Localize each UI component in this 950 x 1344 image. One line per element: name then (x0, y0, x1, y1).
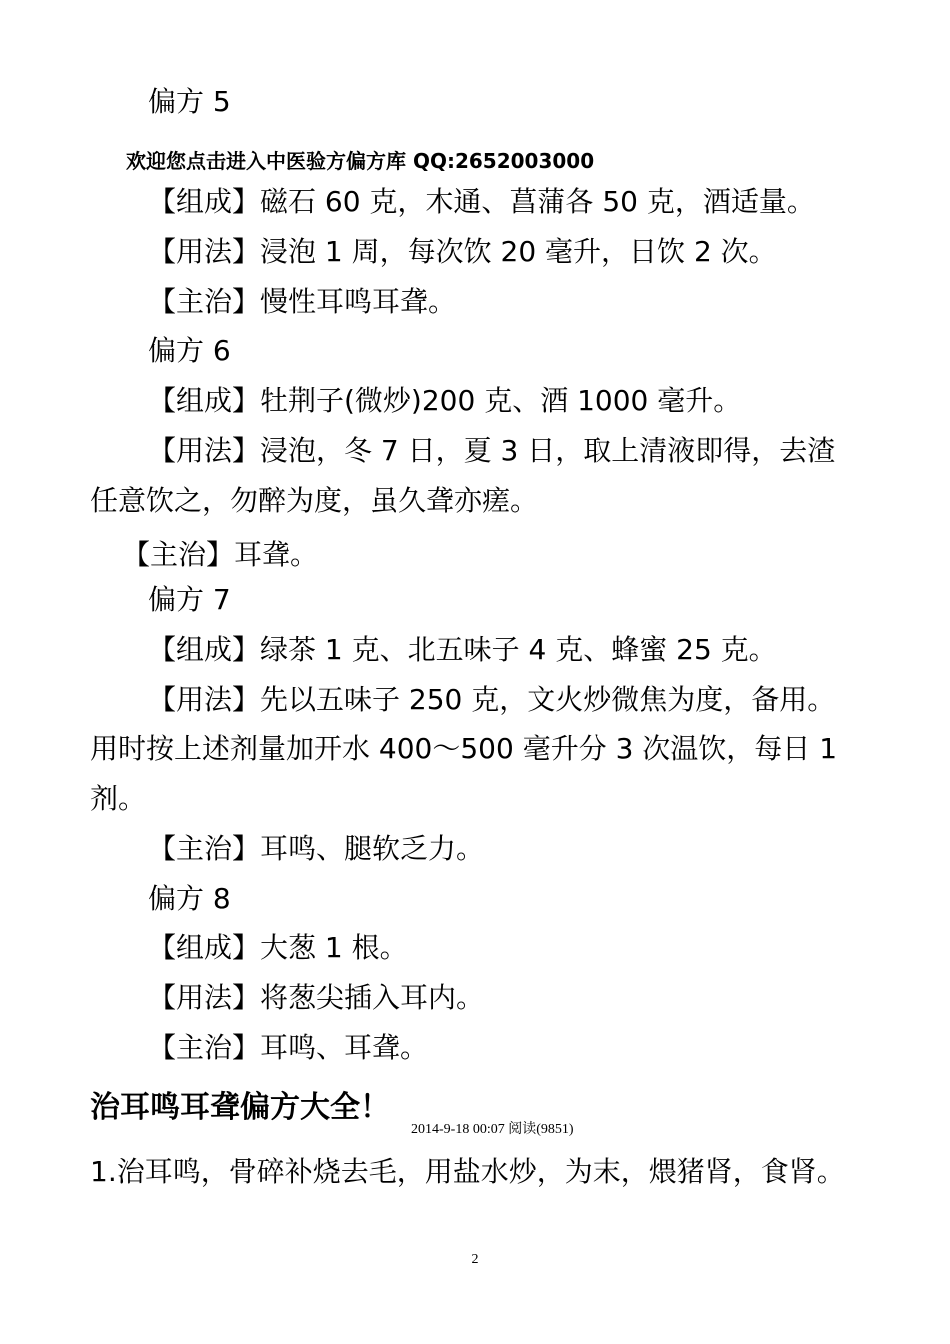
remedy-7-usage-continued: 用时按上述剂量加开水 400～500 毫升分 3 次温饮，每日 1 (90, 732, 838, 765)
remedy-5-composition: 【组成】磁石 60 克，木通、菖蒲各 50 克，酒适量。 (148, 185, 815, 218)
remedy-7-indication: 【主治】耳鸣、腿软乏力。 (148, 832, 485, 865)
remedy-6-indication: 【主治】耳聋。 (122, 538, 319, 571)
article-heading: 治耳鸣耳聋偏方大全！ (90, 1090, 390, 1125)
article-meta: 2014-9-18 00:07 阅读(9851) (411, 1122, 574, 1137)
remedy-8-usage: 【用法】将葱尖插入耳内。 (148, 981, 485, 1014)
remedy-8-composition: 【组成】大葱 1 根。 (148, 931, 408, 964)
remedy-8-indication: 【主治】耳鸣、耳聋。 (148, 1031, 429, 1064)
remedy-5-title: 偏方 5 (148, 85, 231, 118)
remedy-6-composition: 【组成】牡荆子(微炒)200 克、酒 1000 毫升。 (148, 384, 742, 417)
banner-link[interactable]: 欢迎您点击进入中医验方偏方库 QQ:2652003000 (126, 149, 595, 173)
remedy-7-title: 偏方 7 (148, 583, 231, 616)
remedy-8-title: 偏方 8 (148, 882, 231, 915)
remedy-7-usage-end: 剂。 (90, 782, 147, 815)
article-item-1: 1.治耳鸣，骨碎补烧去毛，用盐水炒，为末，煨猪肾，食肾。 (90, 1155, 845, 1188)
remedy-7-usage: 【用法】先以五味子 250 克，文火炒微焦为度，备用。 (148, 683, 836, 716)
remedy-7-composition: 【组成】绿茶 1 克、北五味子 4 克、蜂蜜 25 克。 (148, 633, 777, 666)
remedy-6-title: 偏方 6 (148, 334, 231, 367)
page-number: 2 (471, 1252, 479, 1267)
remedy-5-indication: 【主治】慢性耳鸣耳聋。 (148, 285, 457, 318)
remedy-6-usage: 【用法】浸泡，冬 7 日，夏 3 日，取上清液即得，去渣 (148, 434, 836, 467)
remedy-5-usage: 【用法】浸泡 1 周，每次饮 20 毫升，日饮 2 次。 (148, 235, 777, 268)
remedy-6-usage-continued: 任意饮之，勿醉为度，虽久聋亦瘥。 (90, 484, 539, 517)
